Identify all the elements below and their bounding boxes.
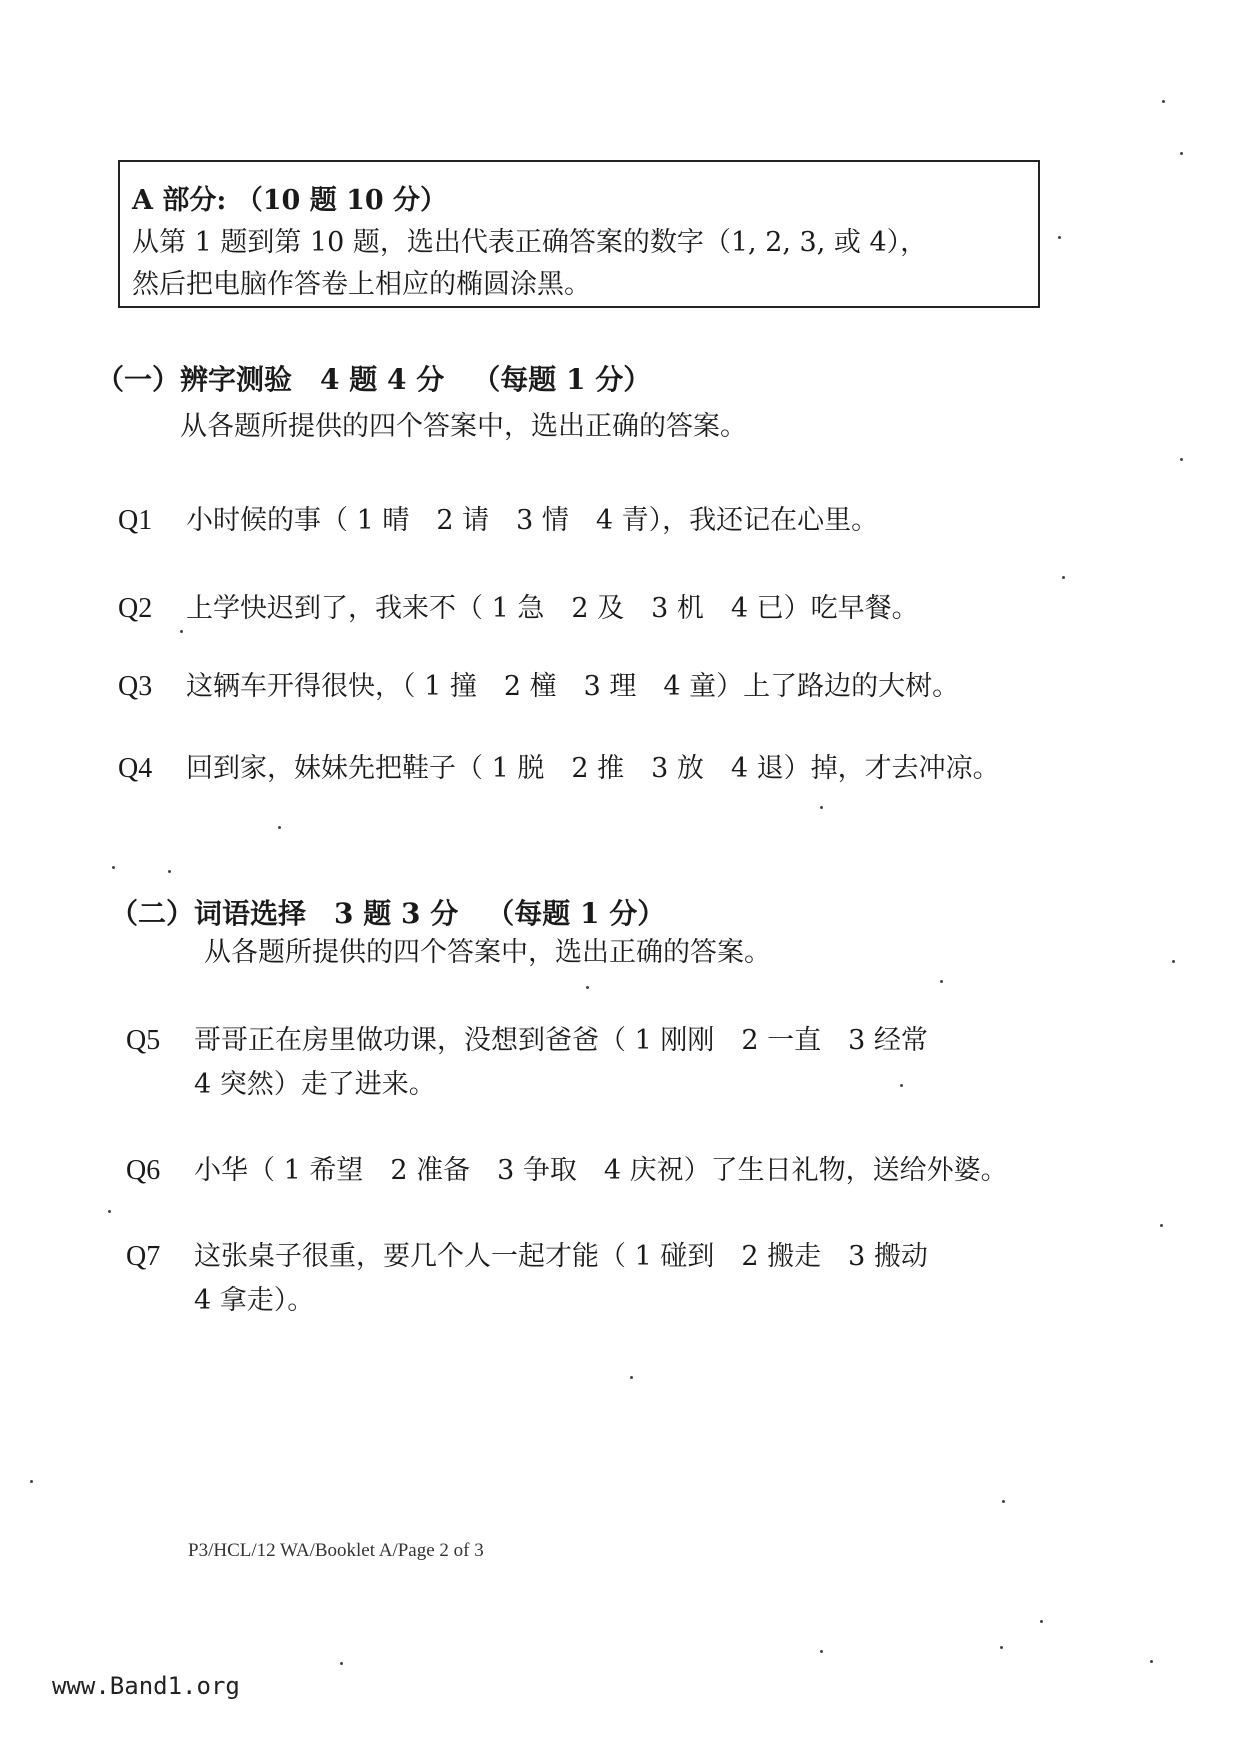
scan-speck [1172, 960, 1175, 963]
section-2-name: （二）词语选择 [110, 897, 307, 930]
question-text: 哥哥正在房里做功课，没想到爸爸（ 1 刚刚 2 一直 3 经常 [194, 1025, 928, 1056]
question-number: Q5 [126, 1025, 161, 1056]
scan-speck [1062, 576, 1065, 579]
scan-speck [340, 1662, 343, 1665]
question-text: 这辆车开得很快，（ 1 撞 2 橦 3 理 4 童）上了路边的大树。 [186, 671, 960, 702]
section-1-name: （一）辨字测验 [96, 363, 293, 396]
scan-speck [630, 1376, 633, 1379]
scan-speck [820, 1650, 823, 1653]
question-number: Q1 [118, 505, 153, 536]
scan-speck [586, 986, 589, 989]
scan-speck [1180, 152, 1183, 155]
question-2 [118, 586, 919, 625]
scan-speck [278, 826, 281, 829]
scan-speck [820, 806, 823, 809]
section-2-instruction: 从各题所提供的四个答案中，选出正确的答案。 [204, 937, 771, 968]
scan-speck [1150, 1660, 1153, 1663]
section-1-score: 4 题 4 分 [320, 363, 445, 396]
question-text-continued: 4 突然）走了进来。 [194, 1069, 436, 1100]
section-1-instruction: 从各题所提供的四个答案中，选出正确的答案。 [180, 411, 747, 442]
question-4 [118, 746, 1000, 785]
question-text: 这张桌子很重，要几个人一起才能（ 1 碰到 2 搬走 3 搬动 [194, 1241, 928, 1272]
scan-speck [940, 980, 943, 983]
scan-speck [1162, 100, 1165, 103]
scan-speck [108, 1210, 111, 1213]
section-1-per-question: （每题 1 分） [472, 363, 652, 396]
question-3 [118, 664, 959, 703]
scan-speck [1180, 458, 1183, 461]
question-text: 小时候的事（ 1 晴 2 请 3 情 4 青），我还记在心里。 [186, 505, 879, 536]
question-number: Q6 [126, 1155, 161, 1186]
question-text-continued: 4 拿走）。 [194, 1285, 315, 1316]
question-number: Q2 [118, 593, 153, 624]
scan-speck [1058, 236, 1061, 239]
section-2-title [110, 892, 665, 932]
scan-speck [180, 630, 183, 633]
question-6 [126, 1148, 1008, 1187]
scan-speck [168, 870, 171, 873]
question-text: 小华（ 1 希望 2 准备 3 争取 4 庆祝）了生日礼物，送给外婆。 [194, 1155, 1008, 1186]
page-footer: P3/HCL/12 WA/Booklet A/Page 2 of 3 [188, 1540, 484, 1561]
instruction-line-1: 从第 1 题到第 10 题，选出代表正确答案的数字（1, 2, 3, 或 4）， [132, 227, 928, 258]
instruction-box [118, 160, 1040, 308]
question-text: 上学快迟到了，我来不（ 1 急 2 及 3 机 4 已）吃早餐。 [186, 593, 919, 624]
question-5 [126, 1018, 928, 1100]
section-1-title [96, 358, 651, 398]
question-number: Q3 [118, 671, 153, 702]
question-number: Q7 [126, 1241, 161, 1272]
scan-speck [1000, 1646, 1003, 1649]
section-2-score: 3 题 3 分 [334, 897, 459, 930]
question-7 [126, 1234, 928, 1316]
question-number: Q4 [118, 753, 153, 784]
watermark: www.Band1.org [52, 1672, 240, 1700]
scan-speck [1002, 1500, 1005, 1503]
scan-speck [1040, 1620, 1043, 1623]
instruction-title: A 部分: （10 题 10 分） [132, 185, 448, 216]
instruction-line-2: 然后把电脑作答卷上相应的椭圆涂黑。 [132, 269, 591, 300]
scan-speck [1160, 1224, 1163, 1227]
question-text: 回到家，妹妹先把鞋子（ 1 脱 2 推 3 放 4 退）掉，才去冲凉。 [186, 753, 1000, 784]
scan-speck [30, 1480, 33, 1483]
scan-speck [112, 866, 115, 869]
question-1 [118, 498, 878, 537]
section-2-per-question: （每题 1 分） [486, 897, 666, 930]
scan-speck [900, 1084, 903, 1087]
